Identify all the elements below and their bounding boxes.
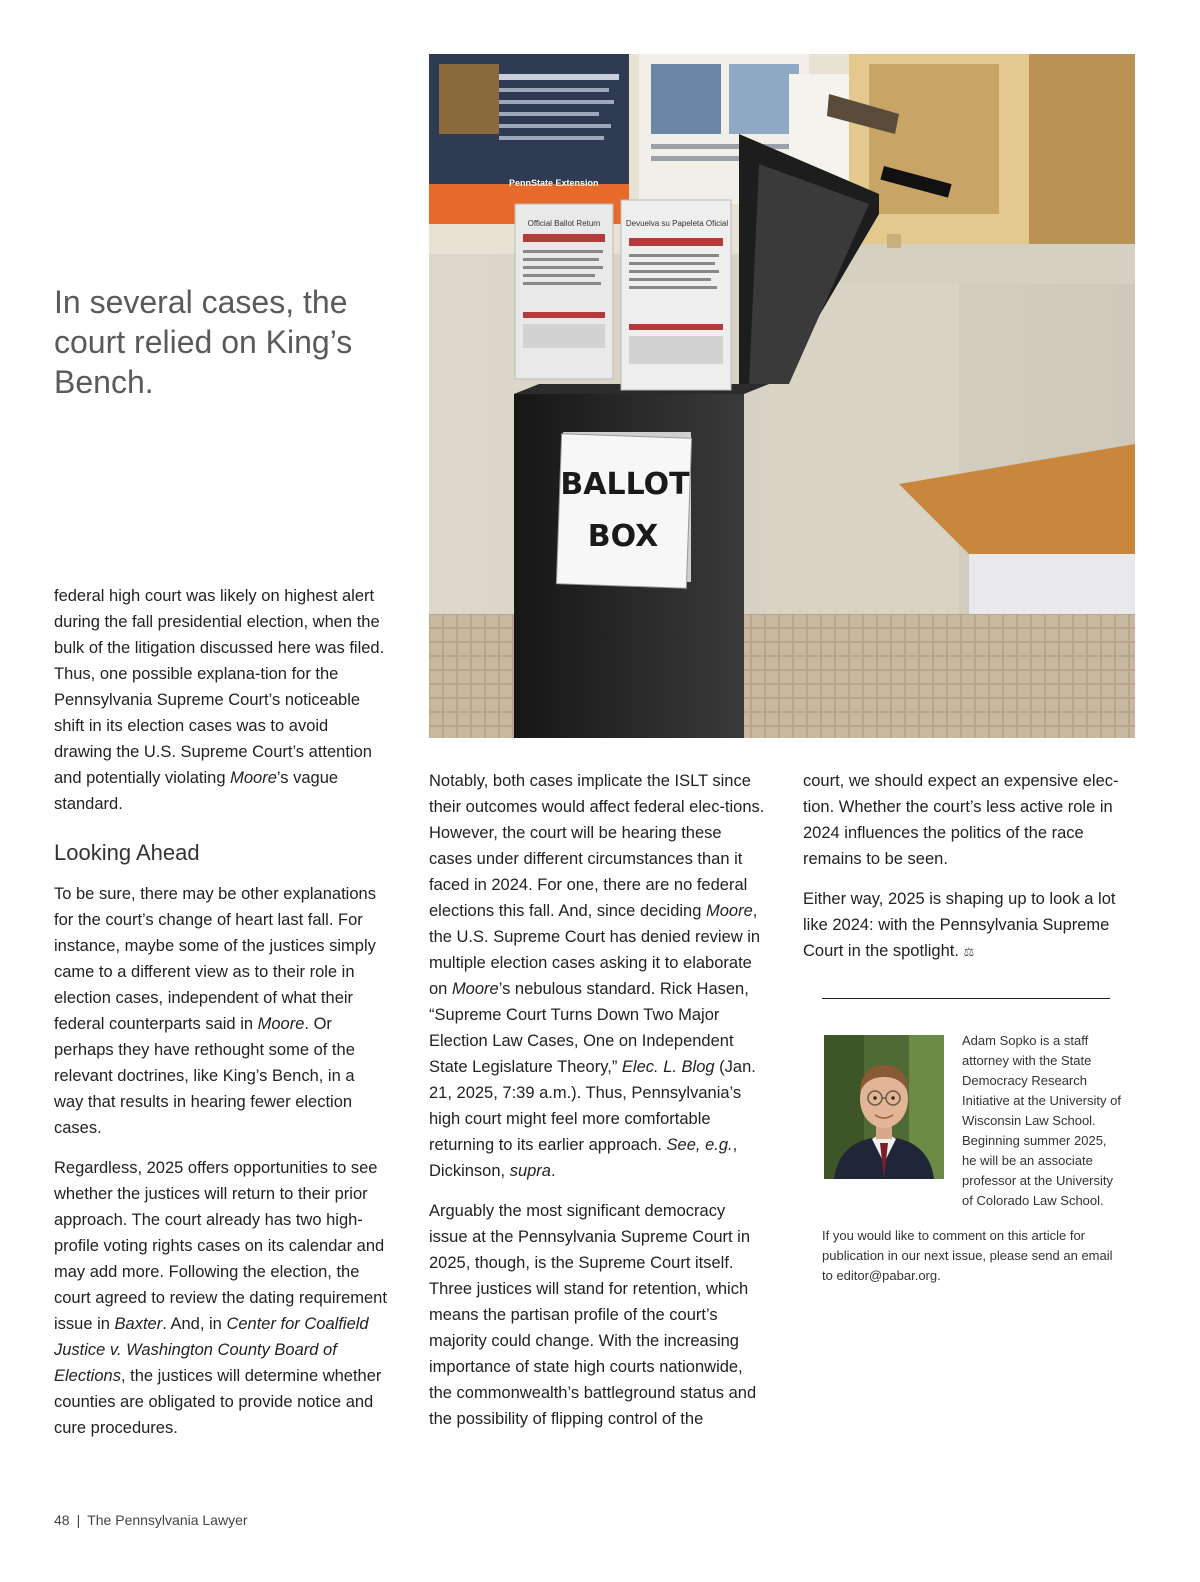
left-paragraph-2: To be sure, there may be other explanations for the court’s change of heart last fall. For instance, maybe some of the justices simply came to a different view as to their role in election cases, independent of what their federal counterparts said in Moore. Or perhaps they have rethought some of the relevant doctrines, like King’s Bench, in a way that results in hearing fewer election cases. [54, 885, 376, 1137]
bio-divider [822, 998, 1110, 999]
middle-paragraph-2: Arguably the most significant democracy issue at the Pennsylvania Supreme Court in 2025, though, is the Supreme Court itself. Three justices will stand for retention, which means the partisan profile of the court’s majority could change. With the increasing importance of state high courts nationwide, the commonwealth’s battleground status and the possibility of flipping control of the [429, 1202, 757, 1428]
comment-invitation: If you would like to comment on this article for publication in our next issue, please send an email to editor@pabar.org. [822, 1228, 1113, 1283]
footer-separator: | [76, 1512, 81, 1528]
middle-column [429, 768, 765, 1446]
flyer-left-title: Official Ballot Return [527, 219, 601, 228]
author-bio: Adam Sopko is a staff attorney with the State Democracy Research Initiative at the University of Wisconsin Law School. Beginning summer 2025, he will be an associate professor at the University of Colorado Law School. [962, 1033, 1121, 1208]
right-column [803, 768, 1135, 979]
pull-quote: In several cases, the court relied on King’s Bench. [54, 284, 353, 400]
author-headshot [824, 1035, 944, 1179]
flyer-right-title: Devuelva su Papeleta Oficial [625, 219, 729, 228]
end-of-article-icon: ⚖ [963, 945, 975, 959]
right-paragraph-1: court, we should expect an expensive elec-tion. Whether the court’s less active role in 2024 influences the politics of the race remains to be seen. [803, 772, 1119, 868]
publication-name: The Pennsylvania Lawyer [87, 1512, 248, 1528]
page-footer [54, 1512, 248, 1528]
middle-paragraph-1: Notably, both cases implicate the ISLT since their outcomes would affect federal elec-tions. However, the court will be hearing these cases under different circumstances than it faced in 2024. For one, there are no federal elections this fall. And, since deciding Moore, the U.S. Supreme Court has denied review in multiple election cases asking it to elaborate on Moore’s nebulous standard. Rick Hasen, “Supreme Court Turns Down Two Major Election Law Cases, One on Independent State Legislature Theory,” Elec. L. Blog (Jan. 21, 2025, 7:39 a.m.). Thus, Pennsylvania’s high court might feel more comfortable returning to its earlier approach. See, e.g., Dickinson, supra. [429, 772, 765, 1180]
left-column [54, 583, 388, 1455]
ballot-sign-line2: BOX [587, 519, 659, 554]
page-number: 48 [54, 1512, 70, 1528]
left-paragraph-3: Regardless, 2025 offers opportunities to see whether the justices will return to their prior approach. The court already has two high-profile voting rights cases on its calendar and may add more. Following the election, the court agreed to review the dating requirement issue in Baxter. And, in Center for Coalfield Justice v. Washington County Board of Elections, the justices will determine whether counties are obligated to provide notice and cure procedures. [54, 1159, 387, 1437]
right-paragraph-2: Either way, 2025 is shaping up to look a lot like 2024: with the Pennsylvania Supreme Court in the spotlight. ⚖ [803, 890, 1116, 960]
ballot-sign-line1: BALLOT [560, 467, 690, 502]
section-heading-looking-ahead: Looking Ahead [54, 840, 200, 865]
poster-footer-text: PennState Extension [509, 178, 599, 188]
left-paragraph-1: federal high court was likely on highest alert during the fall presidential election, when the bulk of the litigation discussed here was filed. Thus, one possible explana-tion for the Pennsylvania Supreme Court’s noticeable shift in its election cases was to avoid drawing the U.S. Supreme Court’s attention and potentially violating Moore’s vague standard. [54, 587, 385, 813]
ballot-box-photo [429, 54, 1135, 738]
